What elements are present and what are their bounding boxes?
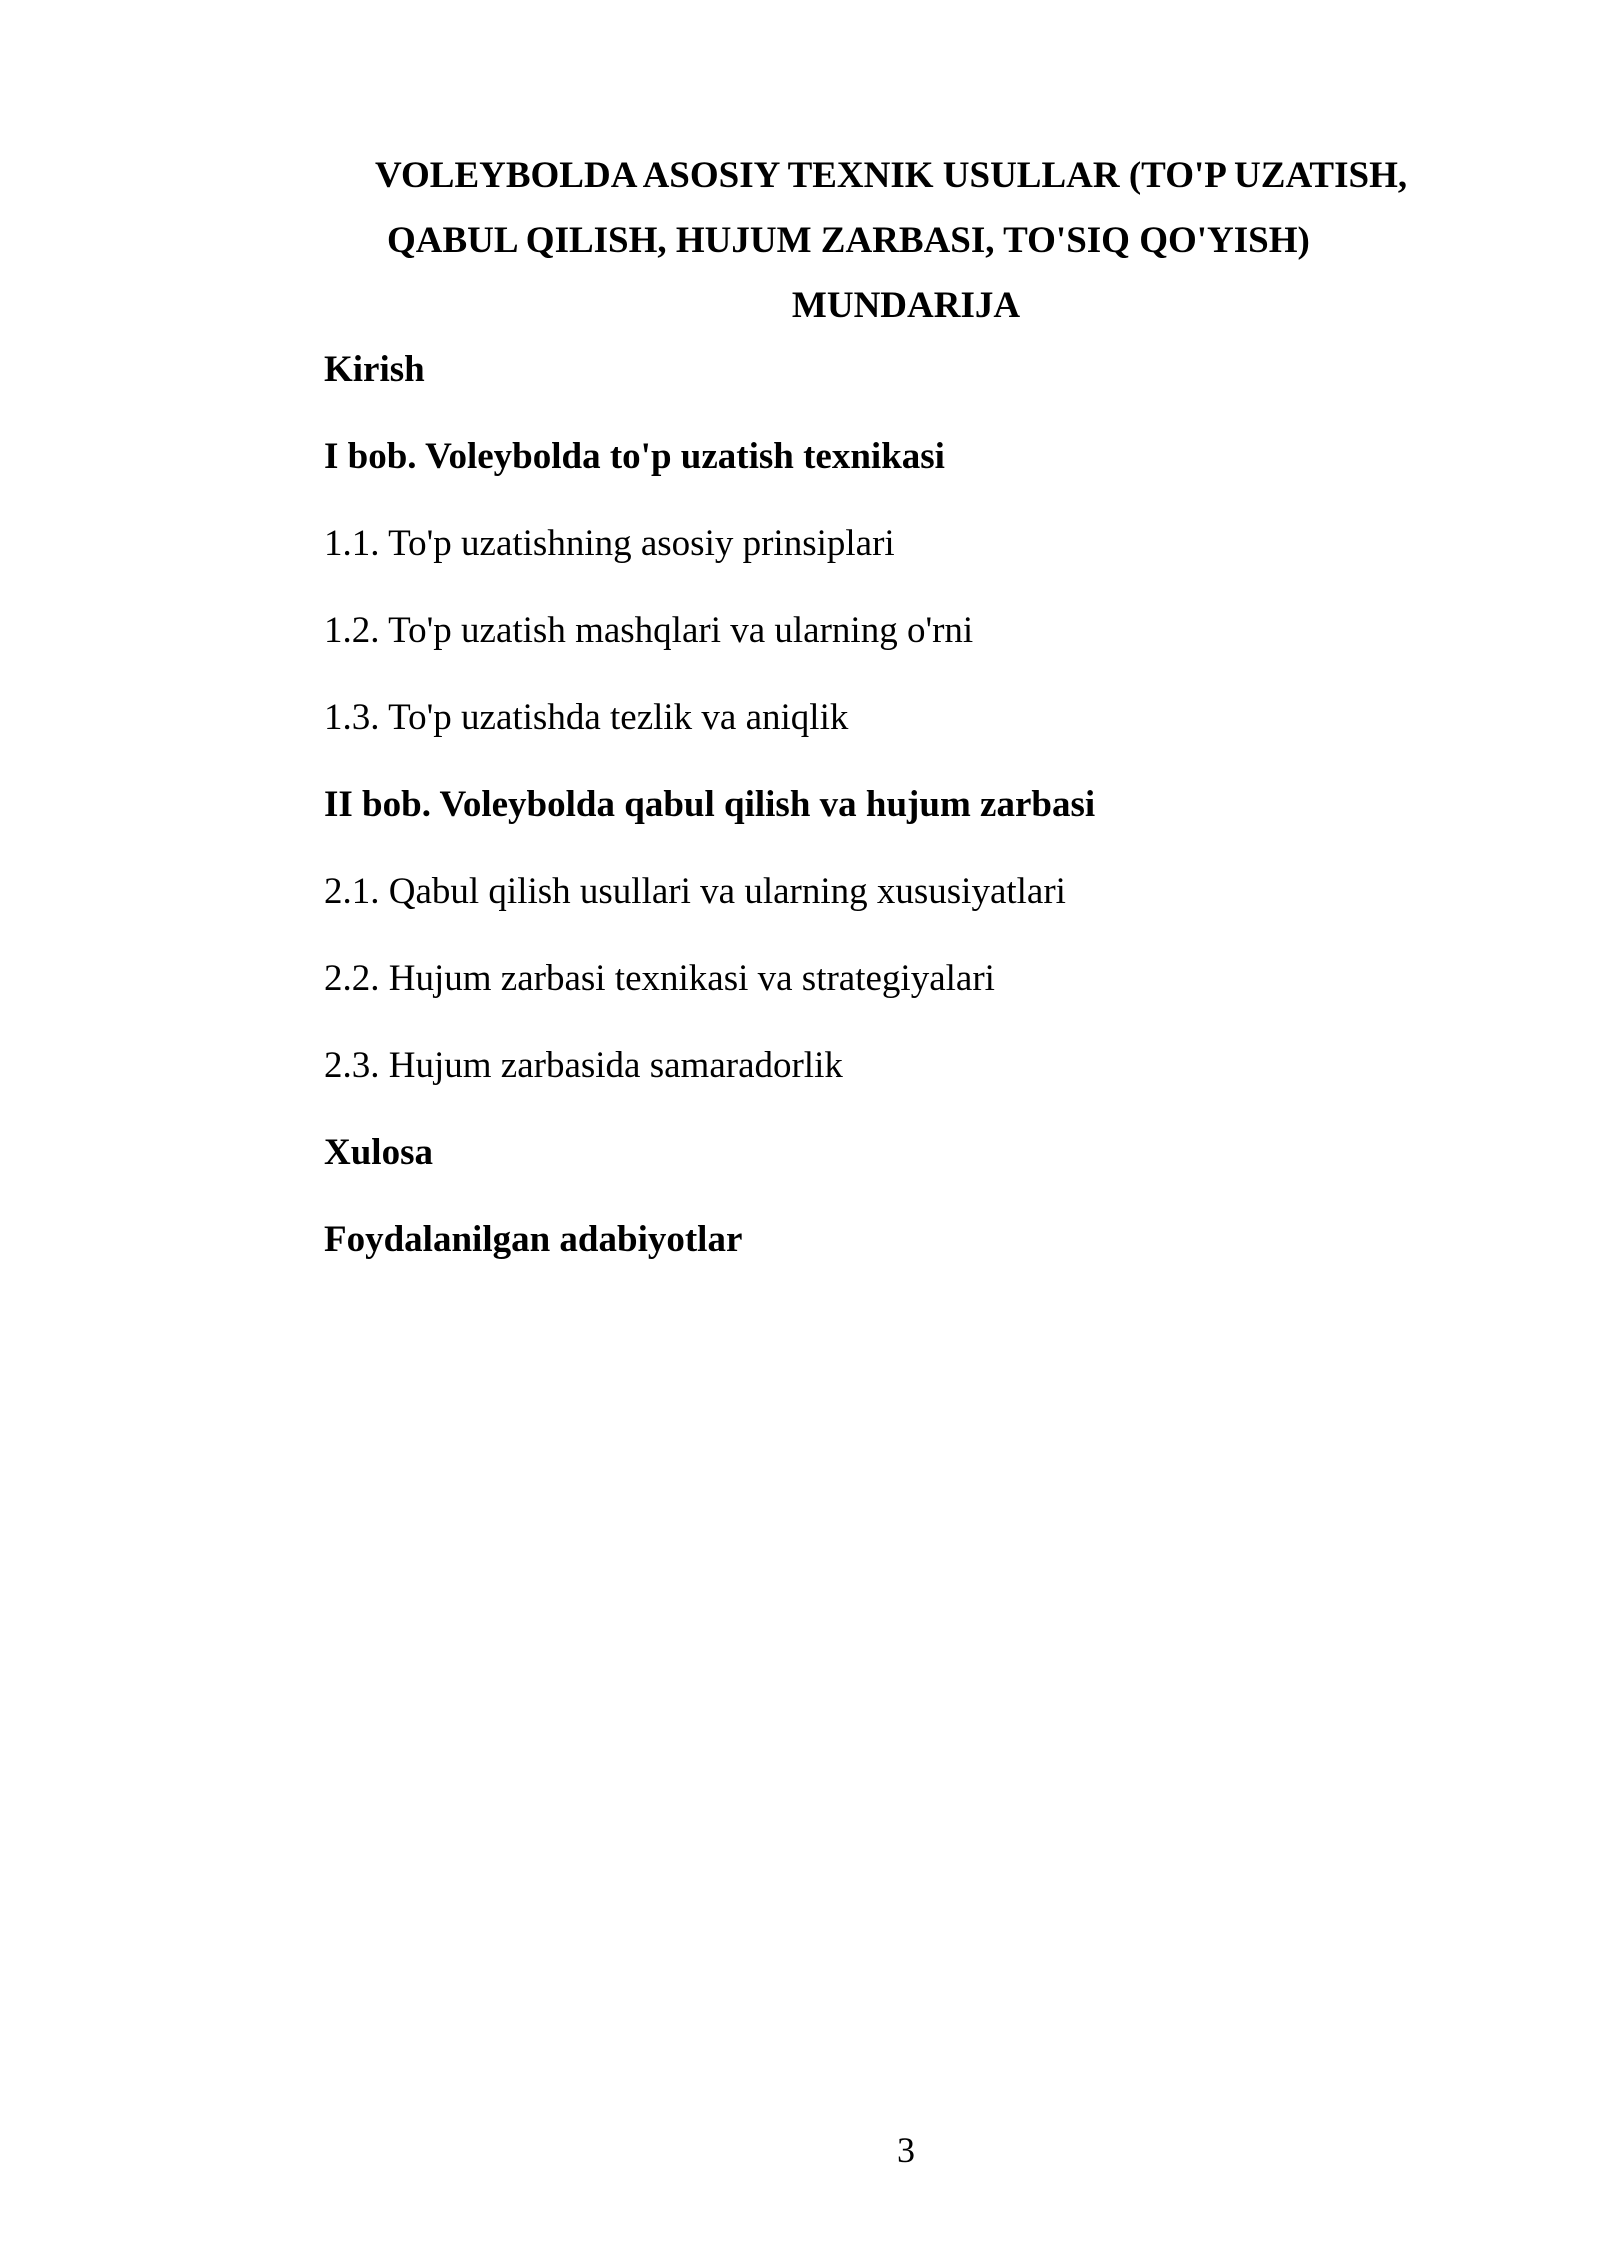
page-number: 3 [897, 2130, 915, 2170]
document-title-line-1: VOLEYBOLDA ASOSIY TEXNIK USULLAR (TO'P UZATISH, [375, 155, 1408, 196]
toc-item-xulosa: Xulosa [324, 1132, 433, 1173]
toc-item-chapter-2: II bob. Voleybolda qabul qilish va hujum zarbasi [324, 784, 1096, 825]
toc-item-1-2: 1.2. To'p uzatish mashqlari va ularning o'rni [324, 610, 974, 651]
toc-item-kirish: Kirish [324, 349, 425, 390]
toc-item-1-3: 1.3. To'p uzatishda tezlik va aniqlik [324, 697, 849, 738]
toc-item-1-1: 1.1. To'p uzatishning asosiy prinsiplari [324, 523, 895, 564]
toc-item-references: Foydalanilgan adabiyotlar [324, 1219, 743, 1260]
toc-item-2-1: 2.1. Qabul qilish usullari va ularning xususiyatlari [324, 871, 1066, 912]
toc-heading: MUNDARIJA [791, 285, 1021, 326]
toc-item-chapter-1: I bob. Voleybolda to'p uzatish texnikasi [324, 436, 945, 477]
toc-item-2-3: 2.3. Hujum zarbasida samaradorlik [324, 1045, 843, 1086]
document-title-line-2: QABUL QILISH, HUJUM ZARBASI, TO'SIQ QO'YISH) [387, 220, 1310, 261]
table-of-contents [324, 350, 1474, 1307]
toc-item-2-2: 2.2. Hujum zarbasi texnikasi va strategiyalari [324, 958, 995, 999]
